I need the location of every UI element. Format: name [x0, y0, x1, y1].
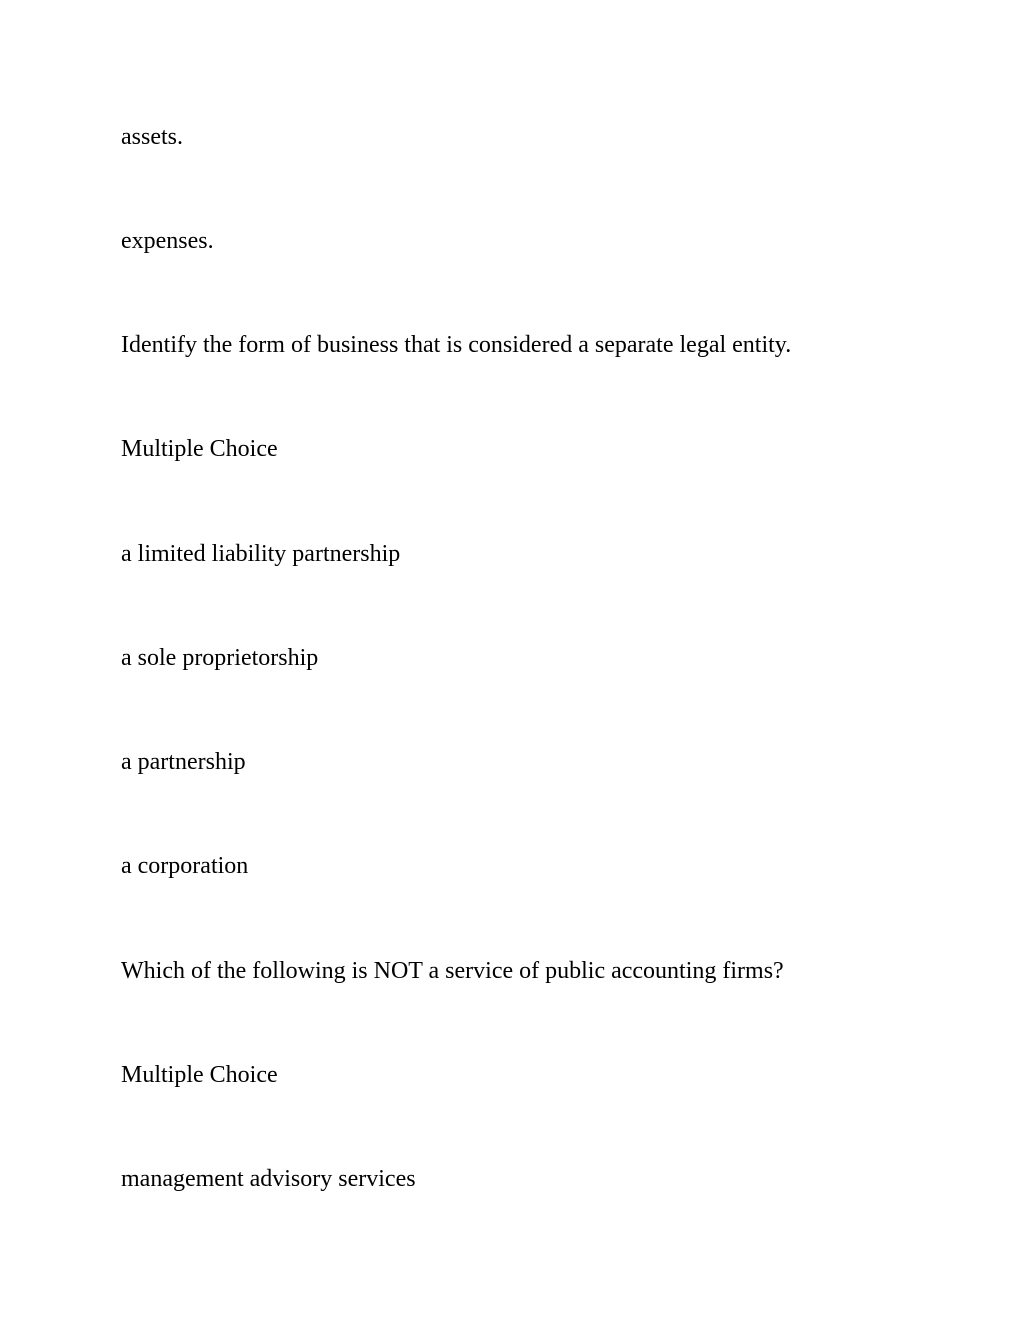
question-public-accounting-services: Which of the following is NOT a service of public accounting firms?	[121, 958, 784, 984]
question-type-label: Multiple Choice	[121, 436, 278, 462]
answer-option-expenses: expenses.	[121, 228, 214, 254]
answer-option-sole-proprietorship: a sole proprietorship	[121, 645, 319, 671]
answer-option-llp: a limited liability partnership	[121, 541, 401, 567]
question-type-label: Multiple Choice	[121, 1062, 278, 1088]
answer-option-management-advisory: management advisory services	[121, 1166, 416, 1192]
question-separate-legal-entity: Identify the form of business that is considered a separate legal entity.	[121, 332, 792, 358]
answer-option-corporation: a corporation	[121, 853, 249, 879]
answer-option-assets: assets.	[121, 124, 183, 150]
answer-option-partnership: a partnership	[121, 749, 246, 775]
